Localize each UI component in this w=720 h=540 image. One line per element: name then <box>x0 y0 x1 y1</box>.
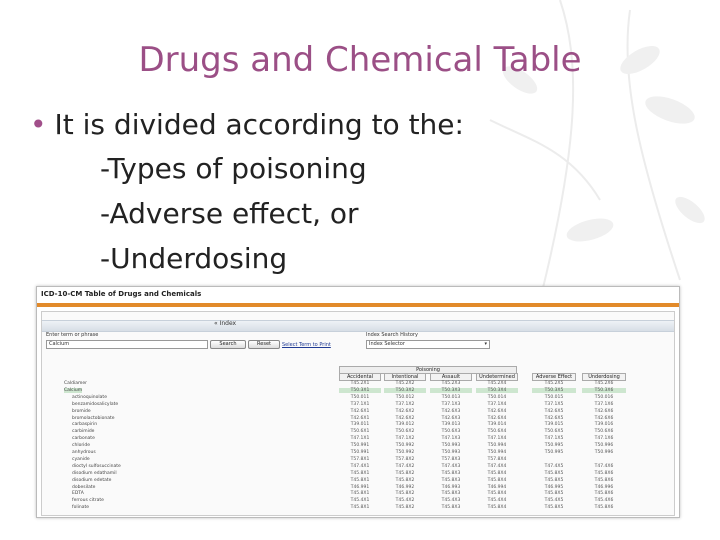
table-cell-code[interactable]: T39.015 <box>544 422 564 428</box>
table-cell-code[interactable]: T37.1X5 <box>544 401 564 407</box>
table-cell-code[interactable]: T50.013 <box>441 394 461 400</box>
table-cell-code[interactable]: T37.1X3 <box>441 401 461 407</box>
table-cell-code[interactable]: T57.8X4 <box>487 456 507 462</box>
table-cell-code[interactable]: T50.3X3 <box>430 388 472 393</box>
table-cell-code[interactable]: T45.8X3 <box>441 477 461 483</box>
table-row-name[interactable]: carbimide <box>72 429 95 435</box>
table-cell-code[interactable]: T45.8X6 <box>594 491 614 497</box>
table-cell-code[interactable]: T57.8X2 <box>395 456 415 462</box>
table-cell-code[interactable]: T45.4X2 <box>395 498 415 504</box>
table-cell-code[interactable]: T47.1X1 <box>350 436 370 442</box>
table-cell-code[interactable]: T42.6X5 <box>544 415 564 421</box>
table-cell-code[interactable]: T50.991 <box>350 450 370 455</box>
table-cell-code[interactable]: T42.6X3 <box>441 408 461 414</box>
table-cell-code[interactable]: T46.992 <box>395 484 415 490</box>
table-cell-code[interactable]: T42.6X4 <box>487 415 507 421</box>
bullet-line <box>30 108 464 141</box>
table-cell-code[interactable]: T45.2X2 <box>395 381 415 386</box>
table-cell-code[interactable]: T39.014 <box>487 422 507 428</box>
table-cell-code[interactable]: T47.4X4 <box>487 463 507 469</box>
table-cell-code[interactable]: T45.8X2 <box>395 505 415 511</box>
table-cell-code[interactable]: T47.1X2 <box>395 436 415 442</box>
table-cell-code[interactable]: T45.4X1 <box>350 498 370 504</box>
index-label: « Index <box>214 320 237 327</box>
poisoning-header: Poisoning <box>339 366 517 374</box>
col-header: Undetermined <box>476 373 518 381</box>
table-cell-code[interactable]: T50.6X2 <box>395 429 415 435</box>
table-cell-code[interactable]: T47.1X5 <box>544 436 564 442</box>
table-cell-code[interactable]: T45.8X5 <box>544 491 564 497</box>
table-cell-code[interactable]: T45.8X3 <box>441 491 461 497</box>
bullet-icon: • <box>30 108 47 141</box>
table-cell-code[interactable]: T39.011 <box>350 422 370 428</box>
table-row-name[interactable]: EDTA <box>72 491 84 497</box>
table-cell-code[interactable]: T39.012 <box>395 422 415 428</box>
table-row-name[interactable]: ferrous citrate <box>72 498 104 504</box>
table-cell-code[interactable]: T50.3X5 <box>532 388 576 393</box>
index-selector[interactable]: Index Selector ▾ <box>366 340 490 349</box>
table-cell-code[interactable]: T50.995 <box>544 450 564 455</box>
search-input[interactable]: Calcium <box>46 340 208 349</box>
table-cell-code[interactable]: T46.994 <box>487 484 507 490</box>
table-row-name[interactable]: disodium edathamil <box>72 470 117 476</box>
col-header: Adverse Effect <box>532 373 576 381</box>
table-cell-code[interactable]: T50.994 <box>487 443 507 449</box>
table-cell-code[interactable]: T45.2X1 <box>350 381 370 386</box>
subpoint-adverse: -Adverse effect, or <box>100 197 359 230</box>
table-row-name[interactable]: Calcium <box>64 387 83 393</box>
table-cell-code[interactable]: T50.994 <box>487 450 507 455</box>
table-row-name[interactable]: disodium edetate <box>72 477 112 483</box>
table-cell-code[interactable]: T50.6X5 <box>544 429 564 435</box>
table-cell-code[interactable]: T45.8X4 <box>487 491 507 497</box>
table-row-name[interactable]: cyanide <box>72 456 90 462</box>
table-cell-code[interactable]: T57.8X1 <box>350 456 370 462</box>
table-cell-code[interactable]: T45.8X1 <box>350 491 370 497</box>
table-cell-code[interactable]: T47.4X5 <box>544 463 564 469</box>
table-cell-code[interactable]: T37.1X6 <box>594 401 614 407</box>
table-cell-code[interactable]: T45.4X4 <box>487 498 507 504</box>
table-cell-code[interactable]: T45.8X2 <box>395 477 415 483</box>
table-row-name[interactable]: Caldiamer <box>64 381 88 386</box>
table-cell-code[interactable]: T50.992 <box>395 450 415 455</box>
table-cell-code[interactable]: T46.993 <box>441 484 461 490</box>
table-cell-code[interactable]: T50.3X4 <box>476 388 518 393</box>
index-bar[interactable] <box>42 320 674 332</box>
table-cell-code[interactable]: T45.8X6 <box>594 505 614 511</box>
table-cell-code[interactable]: T39.013 <box>441 422 461 428</box>
table-cell-code[interactable]: T50.995 <box>544 443 564 449</box>
table-cell-code[interactable]: T50.014 <box>487 394 507 400</box>
search-button[interactable]: Search <box>210 340 246 349</box>
col-header: Assault <box>430 373 472 381</box>
col-header: Accidental <box>339 373 381 381</box>
table-cell-code[interactable]: T50.992 <box>395 443 415 449</box>
table-cell-code[interactable]: T45.8X5 <box>544 505 564 511</box>
col-header: Intentional <box>384 373 426 381</box>
table-cell-code[interactable]: T42.6X6 <box>594 408 614 414</box>
reset-button[interactable]: Reset <box>248 340 280 349</box>
table-cell-code[interactable]: T45.8X4 <box>487 505 507 511</box>
table-cell-code[interactable]: T39.016 <box>594 422 614 428</box>
table-cell-code[interactable]: T45.8X3 <box>441 505 461 511</box>
table-cell-code[interactable]: T45.8X3 <box>441 470 461 476</box>
table-cell-code[interactable]: T50.991 <box>350 443 370 449</box>
table-cell-code[interactable]: T50.3X2 <box>384 388 426 393</box>
screenshot-title: ICD-10-CM Table of Drugs and Chemicals <box>41 290 202 298</box>
table-cell-code[interactable]: T50.996 <box>594 443 614 449</box>
table-cell-code[interactable]: T50.3X6 <box>582 388 626 393</box>
table-cell-code[interactable]: T47.1X6 <box>594 436 614 442</box>
subpoint-underdosing: -Underdosing <box>100 242 288 275</box>
table-cell-code[interactable]: T45.8X5 <box>544 470 564 476</box>
table-cell-code[interactable]: T50.015 <box>544 394 564 400</box>
table-cell-code[interactable]: T45.8X6 <box>594 470 614 476</box>
table-cell-code[interactable]: T50.3X1 <box>339 388 381 393</box>
table-row-name[interactable]: bromolactobionate <box>72 415 115 421</box>
table-cell-code[interactable]: T47.4X1 <box>350 463 370 469</box>
bullet-text: It is divided according to the: <box>54 108 464 141</box>
table-cell-code[interactable]: T45.8X1 <box>350 505 370 511</box>
table-row-name[interactable]: anhydrous <box>72 450 96 455</box>
history-label: Index Search History <box>366 332 418 338</box>
table-cell-code[interactable]: T45.4X6 <box>594 498 614 504</box>
table-row-name[interactable]: actinoquinolate <box>72 394 107 400</box>
table-cell-code[interactable]: T45.4X5 <box>544 498 564 504</box>
table-cell-code[interactable]: T47.1X4 <box>487 436 507 442</box>
table-row-name[interactable]: chloride <box>72 443 91 449</box>
table-cell-code[interactable]: T42.6X5 <box>544 408 564 414</box>
table-cell-code[interactable]: T50.993 <box>441 450 461 455</box>
table-cell-code[interactable]: T45.8X2 <box>395 470 415 476</box>
table-row-name[interactable]: folinate <box>72 505 89 511</box>
table-row-name[interactable]: carbaspirin <box>72 422 98 428</box>
table-cell-code[interactable]: T50.6X3 <box>441 429 461 435</box>
table-cell-code[interactable]: T42.6X2 <box>395 415 415 421</box>
table-cell-code[interactable]: T45.2X3 <box>441 381 461 386</box>
table-cell-code[interactable]: T42.6X2 <box>395 408 415 414</box>
table-row-name[interactable]: bromide <box>72 408 91 414</box>
table-cell-code[interactable]: T37.1X2 <box>395 401 415 407</box>
table-cell-code[interactable]: T47.4X2 <box>395 463 415 469</box>
table-cell-code[interactable]: T50.6X4 <box>487 429 507 435</box>
table-cell-code[interactable]: T46.991 <box>350 484 370 490</box>
table-cell-code[interactable]: T42.6X4 <box>487 408 507 414</box>
table-cell-code[interactable]: T45.8X1 <box>350 477 370 483</box>
select-term-link[interactable]: Select Term to Print <box>282 342 331 348</box>
table-cell-code[interactable]: T47.4X3 <box>441 463 461 469</box>
table-row-name[interactable]: dioctyl sulfosuccinate <box>72 463 121 469</box>
table-cell-code[interactable]: T42.6X3 <box>441 415 461 421</box>
table-row-name[interactable]: benzamidosalicylate <box>72 401 119 407</box>
table-cell-code[interactable]: T50.993 <box>441 443 461 449</box>
icd-table-screenshot <box>36 286 680 518</box>
table-cell-code[interactable]: T50.6X6 <box>594 429 614 435</box>
table-cell-code[interactable]: T50.996 <box>594 450 614 455</box>
table-cell-code[interactable]: T45.2X5 <box>544 381 564 386</box>
table-cell-code[interactable]: T45.8X4 <box>487 477 507 483</box>
table-cell-code[interactable]: T47.4X6 <box>594 463 614 469</box>
table-cell-code[interactable]: T42.6X6 <box>594 415 614 421</box>
index-panel <box>41 311 675 516</box>
table-cell-code[interactable]: T50.016 <box>594 394 614 400</box>
table-cell-code[interactable]: T45.8X5 <box>544 477 564 483</box>
table-cell-code[interactable]: T50.011 <box>350 394 370 400</box>
search-label: Enter term or phrase <box>46 332 99 338</box>
table-cell-code[interactable]: T37.1X4 <box>487 401 507 407</box>
table-row-name[interactable]: carbonate <box>72 436 95 442</box>
table-row-name[interactable]: dobesilate <box>72 484 96 490</box>
table-cell-code[interactable]: T45.4X3 <box>441 498 461 504</box>
table-cell-code[interactable]: T37.1X1 <box>350 401 370 407</box>
col-header: Underdosing <box>582 373 626 381</box>
table-cell-code[interactable]: T46.996 <box>594 484 614 490</box>
subpoint-poisoning: -Types of poisoning <box>100 152 367 185</box>
chevron-down-icon: ▾ <box>484 341 487 347</box>
slide-title: Drugs and Chemical Table <box>138 40 582 80</box>
table-cell-code[interactable]: T57.8X3 <box>441 456 461 462</box>
table-cell-code[interactable]: T45.2X4 <box>487 381 507 386</box>
table-cell-code[interactable]: T50.6X1 <box>350 429 370 435</box>
table-cell-code[interactable]: T42.6X1 <box>350 415 370 421</box>
table-cell-code[interactable]: T46.995 <box>544 484 564 490</box>
table-cell-code[interactable]: T50.012 <box>395 394 415 400</box>
table-cell-code[interactable]: T45.8X2 <box>395 491 415 497</box>
table-cell-code[interactable]: T45.2X6 <box>594 381 614 386</box>
table-cell-code[interactable]: T45.8X6 <box>594 477 614 483</box>
table-cell-code[interactable]: T47.1X3 <box>441 436 461 442</box>
table-cell-code[interactable]: T42.6X1 <box>350 408 370 414</box>
orange-band <box>37 303 679 307</box>
table-cell-code[interactable]: T45.8X1 <box>350 470 370 476</box>
table-cell-code[interactable]: T45.8X4 <box>487 470 507 476</box>
